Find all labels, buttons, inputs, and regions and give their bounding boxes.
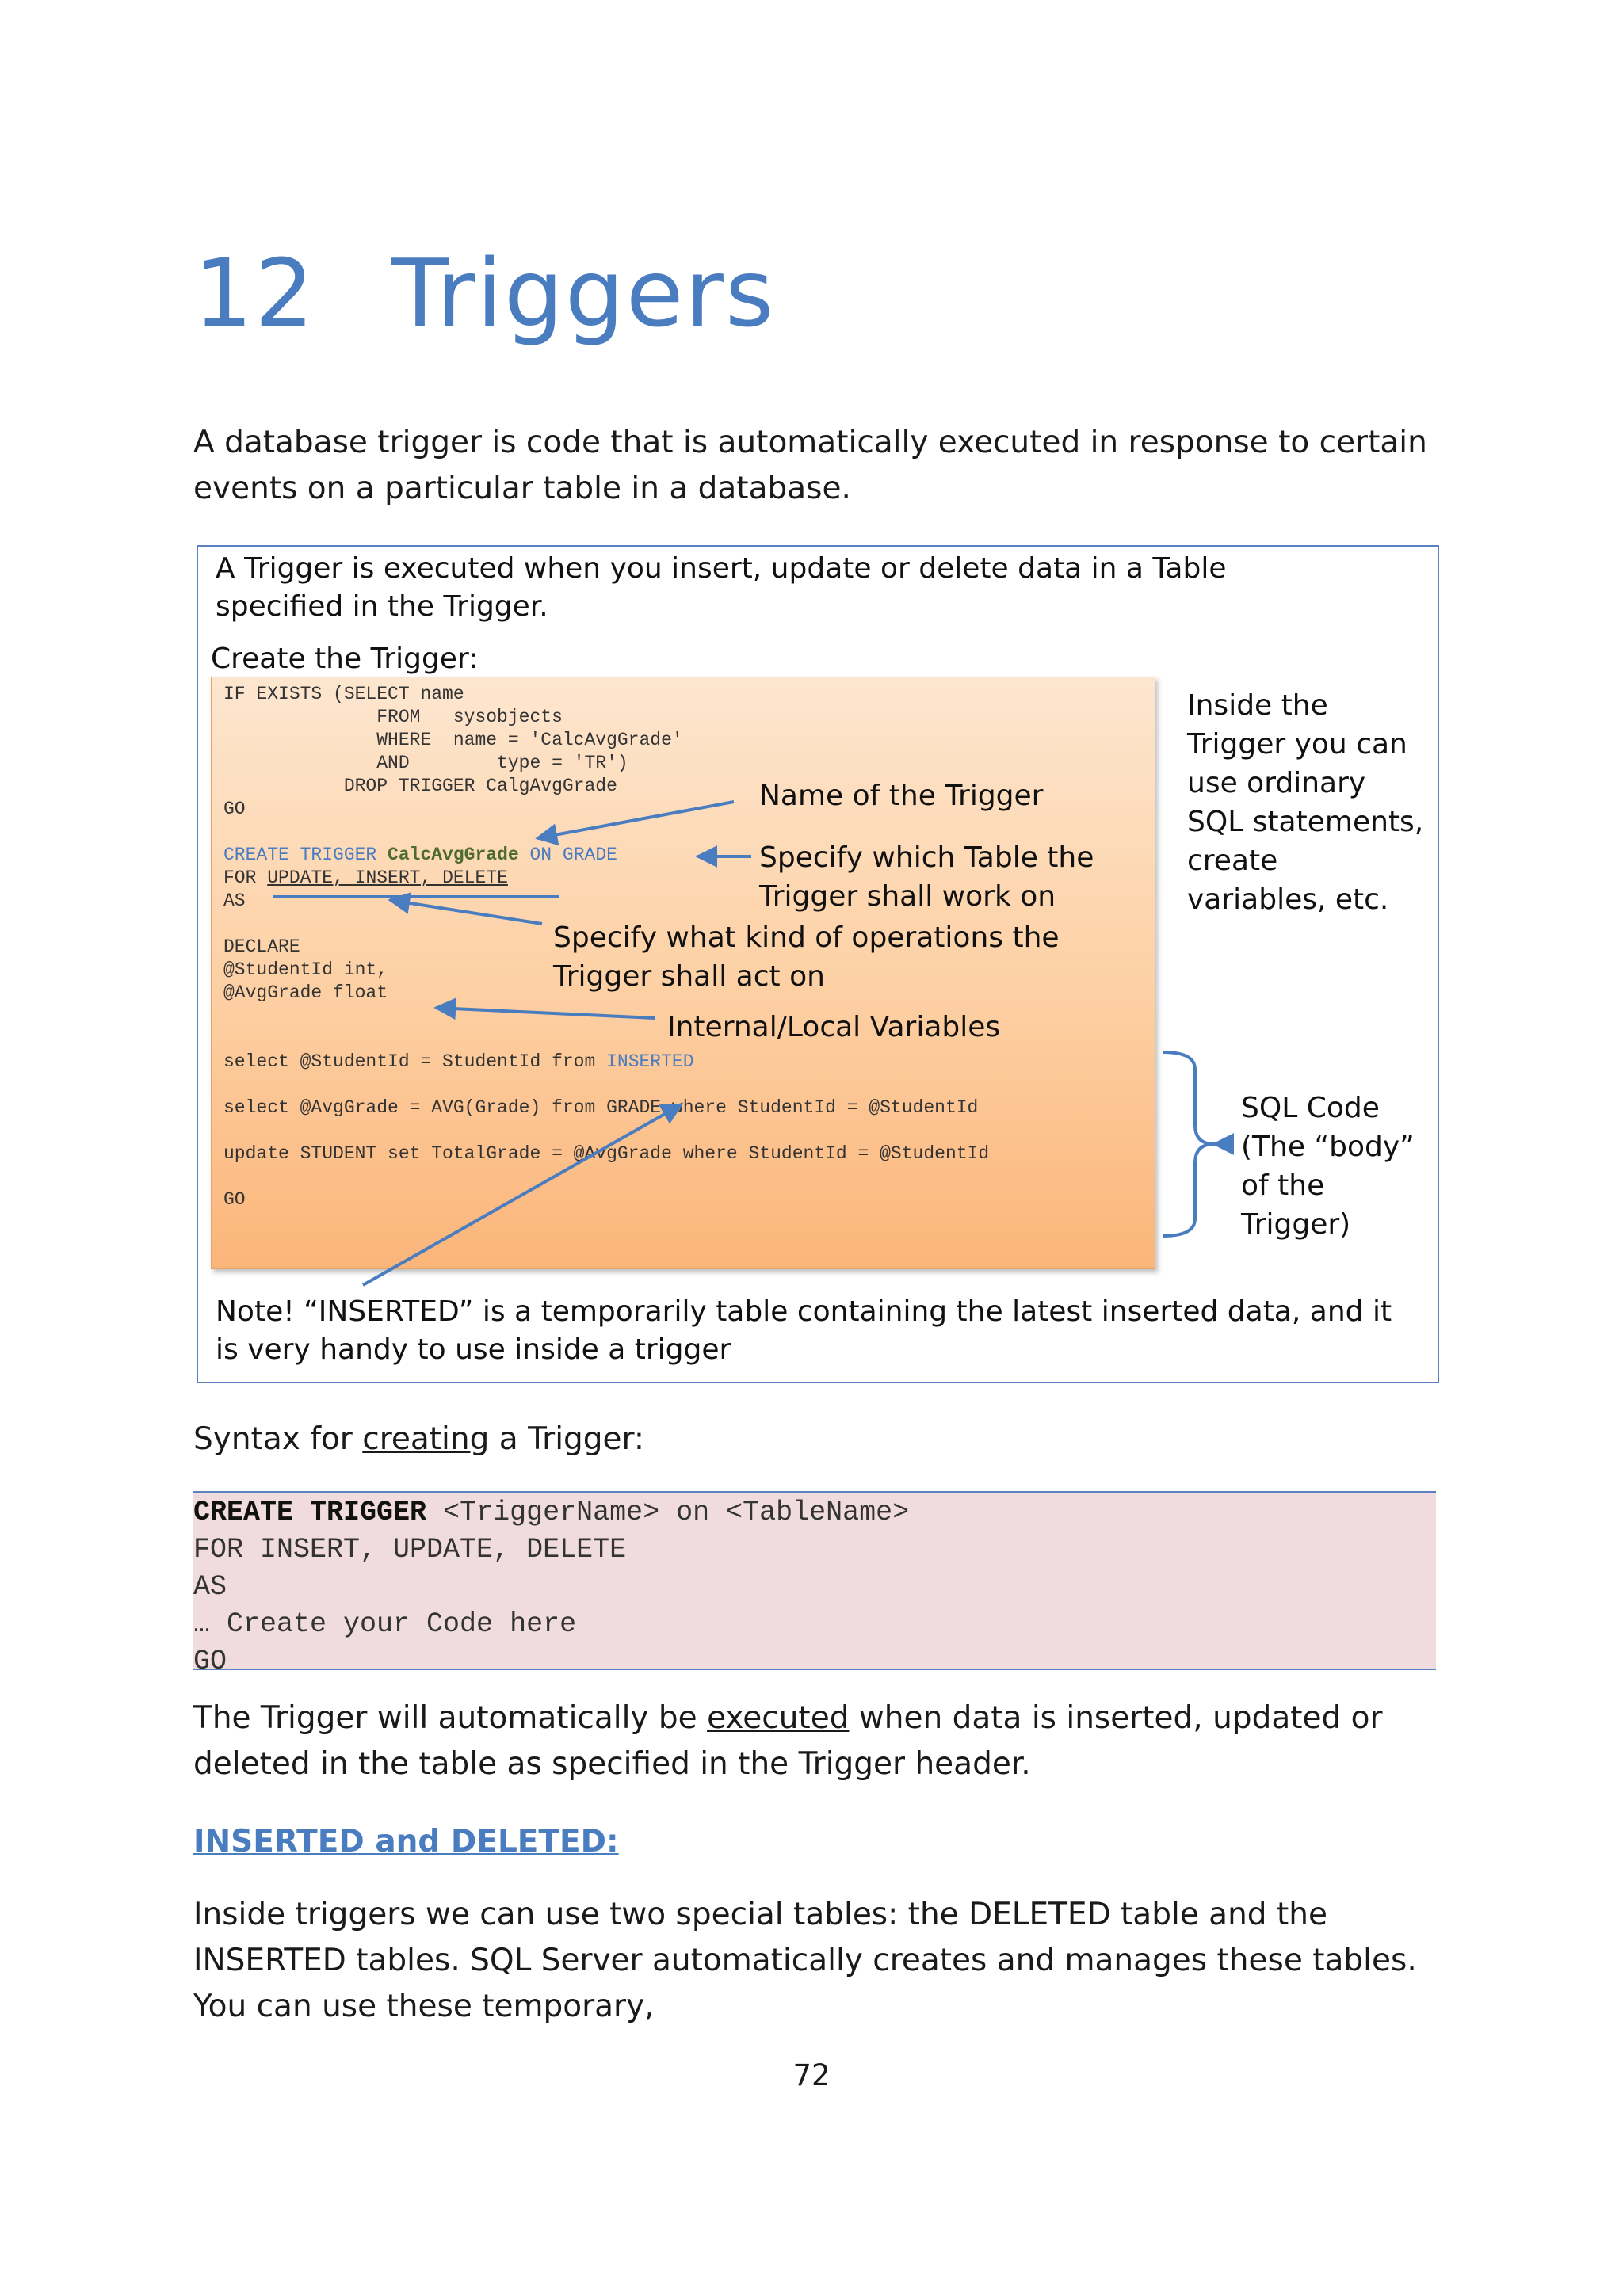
figure-note: Note! “INSERTED” is a temporarily table containing the latest inserted data, and it is very handy to use inside a trigger <box>216 1295 1392 1366</box>
annotation-variables: Internal/Local Variables <box>667 1011 1001 1043</box>
syntax-line: GO <box>193 1646 227 1677</box>
page-number: 72 <box>792 2058 831 2092</box>
on-keyword: ON <box>529 845 552 865</box>
annotation-trigger-name: Name of the Trigger <box>759 780 1044 812</box>
update-line: update STUDENT set TotalGrade = @AvgGrade where StudentId = @StudentId <box>223 1143 990 1164</box>
annotation-table: Specify which Table the Trigger shall work on <box>759 841 1094 913</box>
chapter-number: 12 <box>193 238 316 348</box>
arrow-variables <box>436 1008 655 1018</box>
syntax-line: … Create your Code here <box>193 1608 577 1640</box>
variable-line: @StudentId int, <box>223 959 388 980</box>
creating-link[interactable]: creating <box>362 1421 490 1457</box>
inserted-keyword: INSERTED <box>606 1051 694 1072</box>
body-brace <box>1163 1052 1214 1236</box>
code-line: GO <box>223 799 246 819</box>
go-line: GO <box>223 1189 246 1210</box>
syntax-line: AS <box>193 1571 227 1603</box>
syntax-code-block <box>193 1491 1436 1677</box>
section-subheading[interactable]: INSERTED and DELETED: <box>193 1824 619 1859</box>
chapter-title: Triggers <box>391 238 776 348</box>
as-line: AS <box>223 891 246 911</box>
variable-line: @AvgGrade float <box>223 982 388 1003</box>
code-line: IF EXISTS (SELECT name <box>223 684 464 704</box>
annotation-operations: Specify what kind of operations the Trigger shall act on <box>553 921 1060 993</box>
code-line: AND type = 'TR') <box>223 753 628 773</box>
closing-paragraph: Inside triggers we can use two special tables: the DELETED table and the INSERTED tables. SQL Server automatically creates and manages these tables. You can use these temporary, <box>193 1897 1417 2024</box>
code-line: FROM sysobjects <box>223 707 563 727</box>
trigger-name: CalcAvgGrade <box>388 845 519 865</box>
arrow-operations <box>390 900 542 924</box>
create-label: Create the Trigger: <box>211 643 479 675</box>
executed-paragraph: The Trigger will automatically be executed when data is inserted, updated or deleted in the table as specified in the Trigger header. <box>193 1700 1383 1782</box>
annotation-inside: Inside the Trigger you can use ordinary SQL statements, create variables, etc. <box>1187 689 1424 916</box>
select-inserted-line: select @StudentId = StudentId from INSERTED <box>223 1051 694 1072</box>
intro-paragraph: A database trigger is code that is automatically executed in response to certain events on a particular table in a database. <box>193 425 1427 506</box>
syntax-intro: Syntax for creating a Trigger: <box>193 1421 645 1457</box>
syntax-line: CREATE TRIGGER <TriggerName> on <TableName> <box>193 1497 910 1528</box>
for-line: FOR UPDATE, INSERT, DELETE <box>223 868 508 888</box>
syntax-line: FOR INSERT, UPDATE, DELETE <box>193 1534 627 1566</box>
executed-link[interactable]: executed <box>707 1700 850 1736</box>
code-line: DROP TRIGGER CalgAvgGrade <box>223 776 617 796</box>
create-keyword: CREATE TRIGGER <box>223 845 377 865</box>
annotation-body: SQL Code (The “body” of the Trigger) <box>1241 1092 1415 1241</box>
figure-caption: A Trigger is executed when you insert, update or delete data in a Table specified in the Trigger. <box>216 552 1227 623</box>
declare-line: DECLARE <box>223 936 300 957</box>
arrow-trigger-name <box>537 802 734 838</box>
arrow-inserted-note <box>363 1104 682 1285</box>
select-avg-line: select @AvgGrade = AVG(Grade) from GRADE where StudentId = @StudentId <box>223 1097 979 1118</box>
table-name: GRADE <box>562 845 617 865</box>
code-line: WHERE name = 'CalcAvgGrade' <box>223 730 683 750</box>
operations: UPDATE, INSERT, DELETE <box>267 868 508 888</box>
